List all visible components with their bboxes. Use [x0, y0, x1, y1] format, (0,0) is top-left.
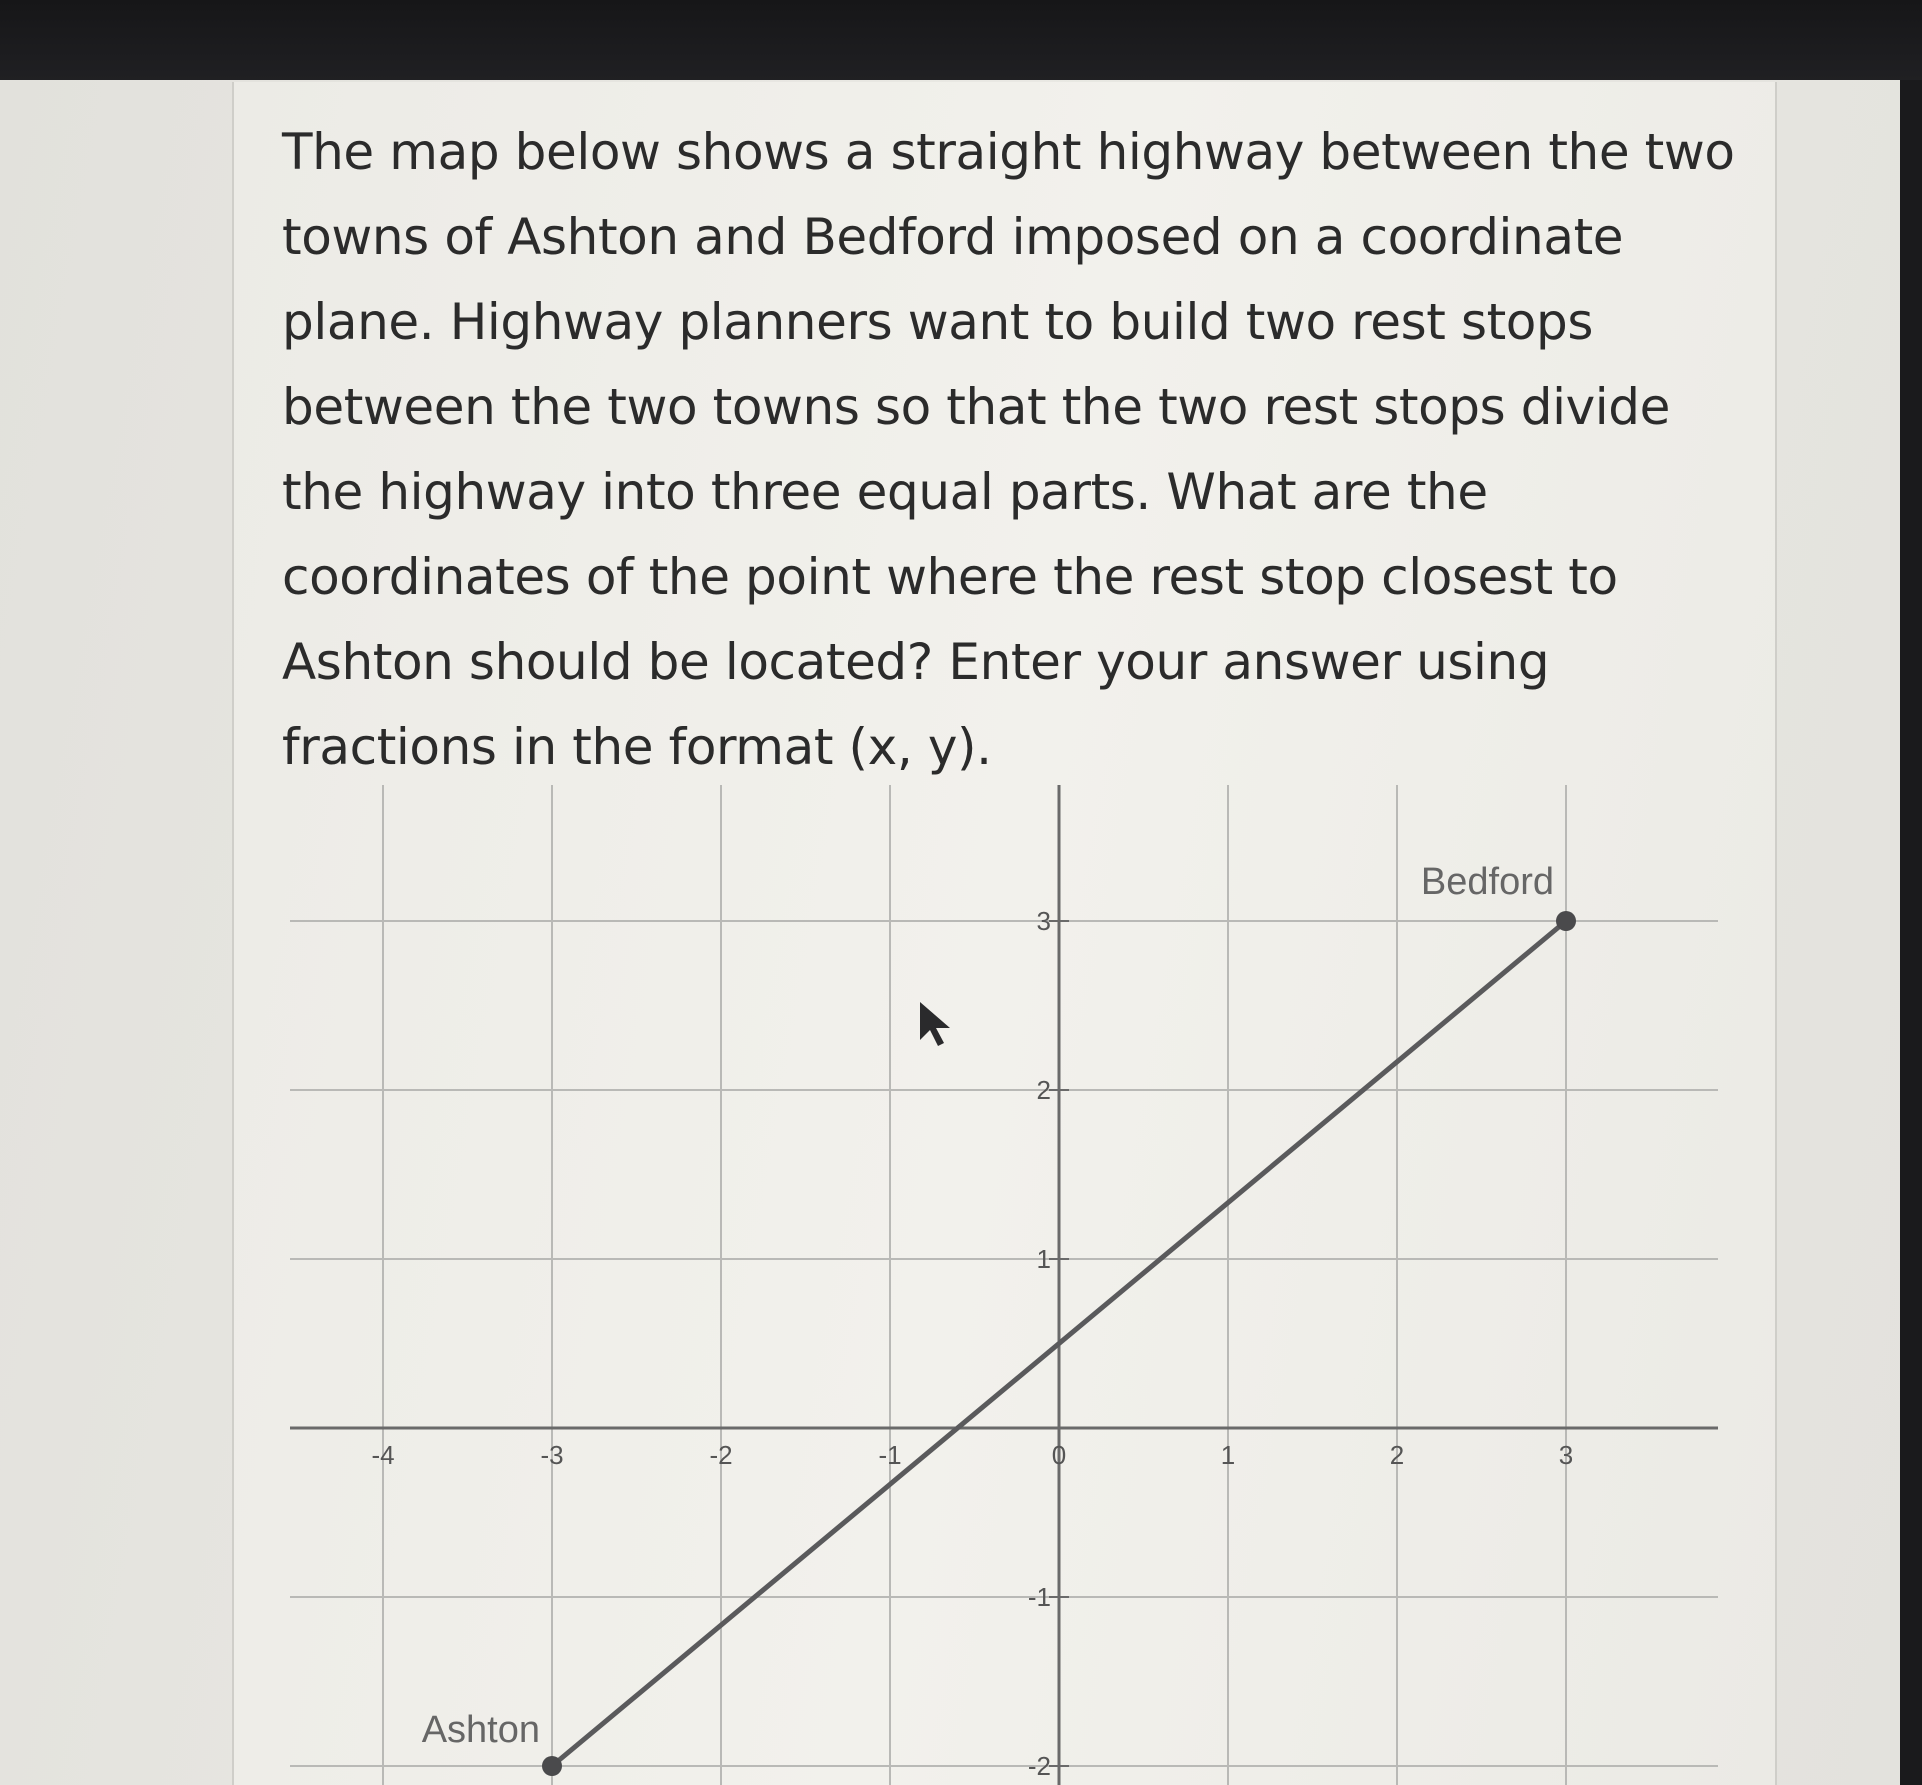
- x-tick-label: -3: [540, 1440, 564, 1470]
- mouse-cursor-icon: [918, 1000, 954, 1048]
- grid-lines: [290, 785, 1718, 1785]
- bedford-label: Bedford: [1420, 861, 1554, 903]
- axes: [290, 785, 1718, 1785]
- x-tick-label: -2: [709, 1440, 733, 1470]
- y-tick-label: 1: [1036, 1244, 1051, 1274]
- x-tick-label: -4: [371, 1440, 395, 1470]
- x-tick-label: 2: [1389, 1440, 1405, 1470]
- bedford-point: [1556, 911, 1576, 931]
- town-labels: [422, 861, 1554, 1751]
- x-tick-label: 0: [1051, 1440, 1067, 1470]
- y-tick-label: 3: [1036, 906, 1051, 936]
- ashton-point: [542, 1756, 562, 1776]
- x-tick-label: 3: [1558, 1440, 1574, 1470]
- ashton-label: Ashton: [421, 1709, 540, 1751]
- question-text: The map below shows a straight highway between the two towns of Ashton and Bedford imposed on a coordinate plane. Highway planners want to build two rest stops between the two towns so that the two rest stops divide the highway into three equal parts. What are the coordinates of the point where the rest stop closest to Ashton should be located? Enter your answer using fractions in the format (x, y).: [282, 123, 1735, 776]
- x-tick-label: 1: [1220, 1440, 1236, 1470]
- y-tick-label: -1: [1027, 1582, 1051, 1612]
- y-tick-label: -2: [1027, 1751, 1051, 1781]
- y-tick-label: 2: [1036, 1075, 1051, 1105]
- x-tick-label: -1: [878, 1440, 902, 1470]
